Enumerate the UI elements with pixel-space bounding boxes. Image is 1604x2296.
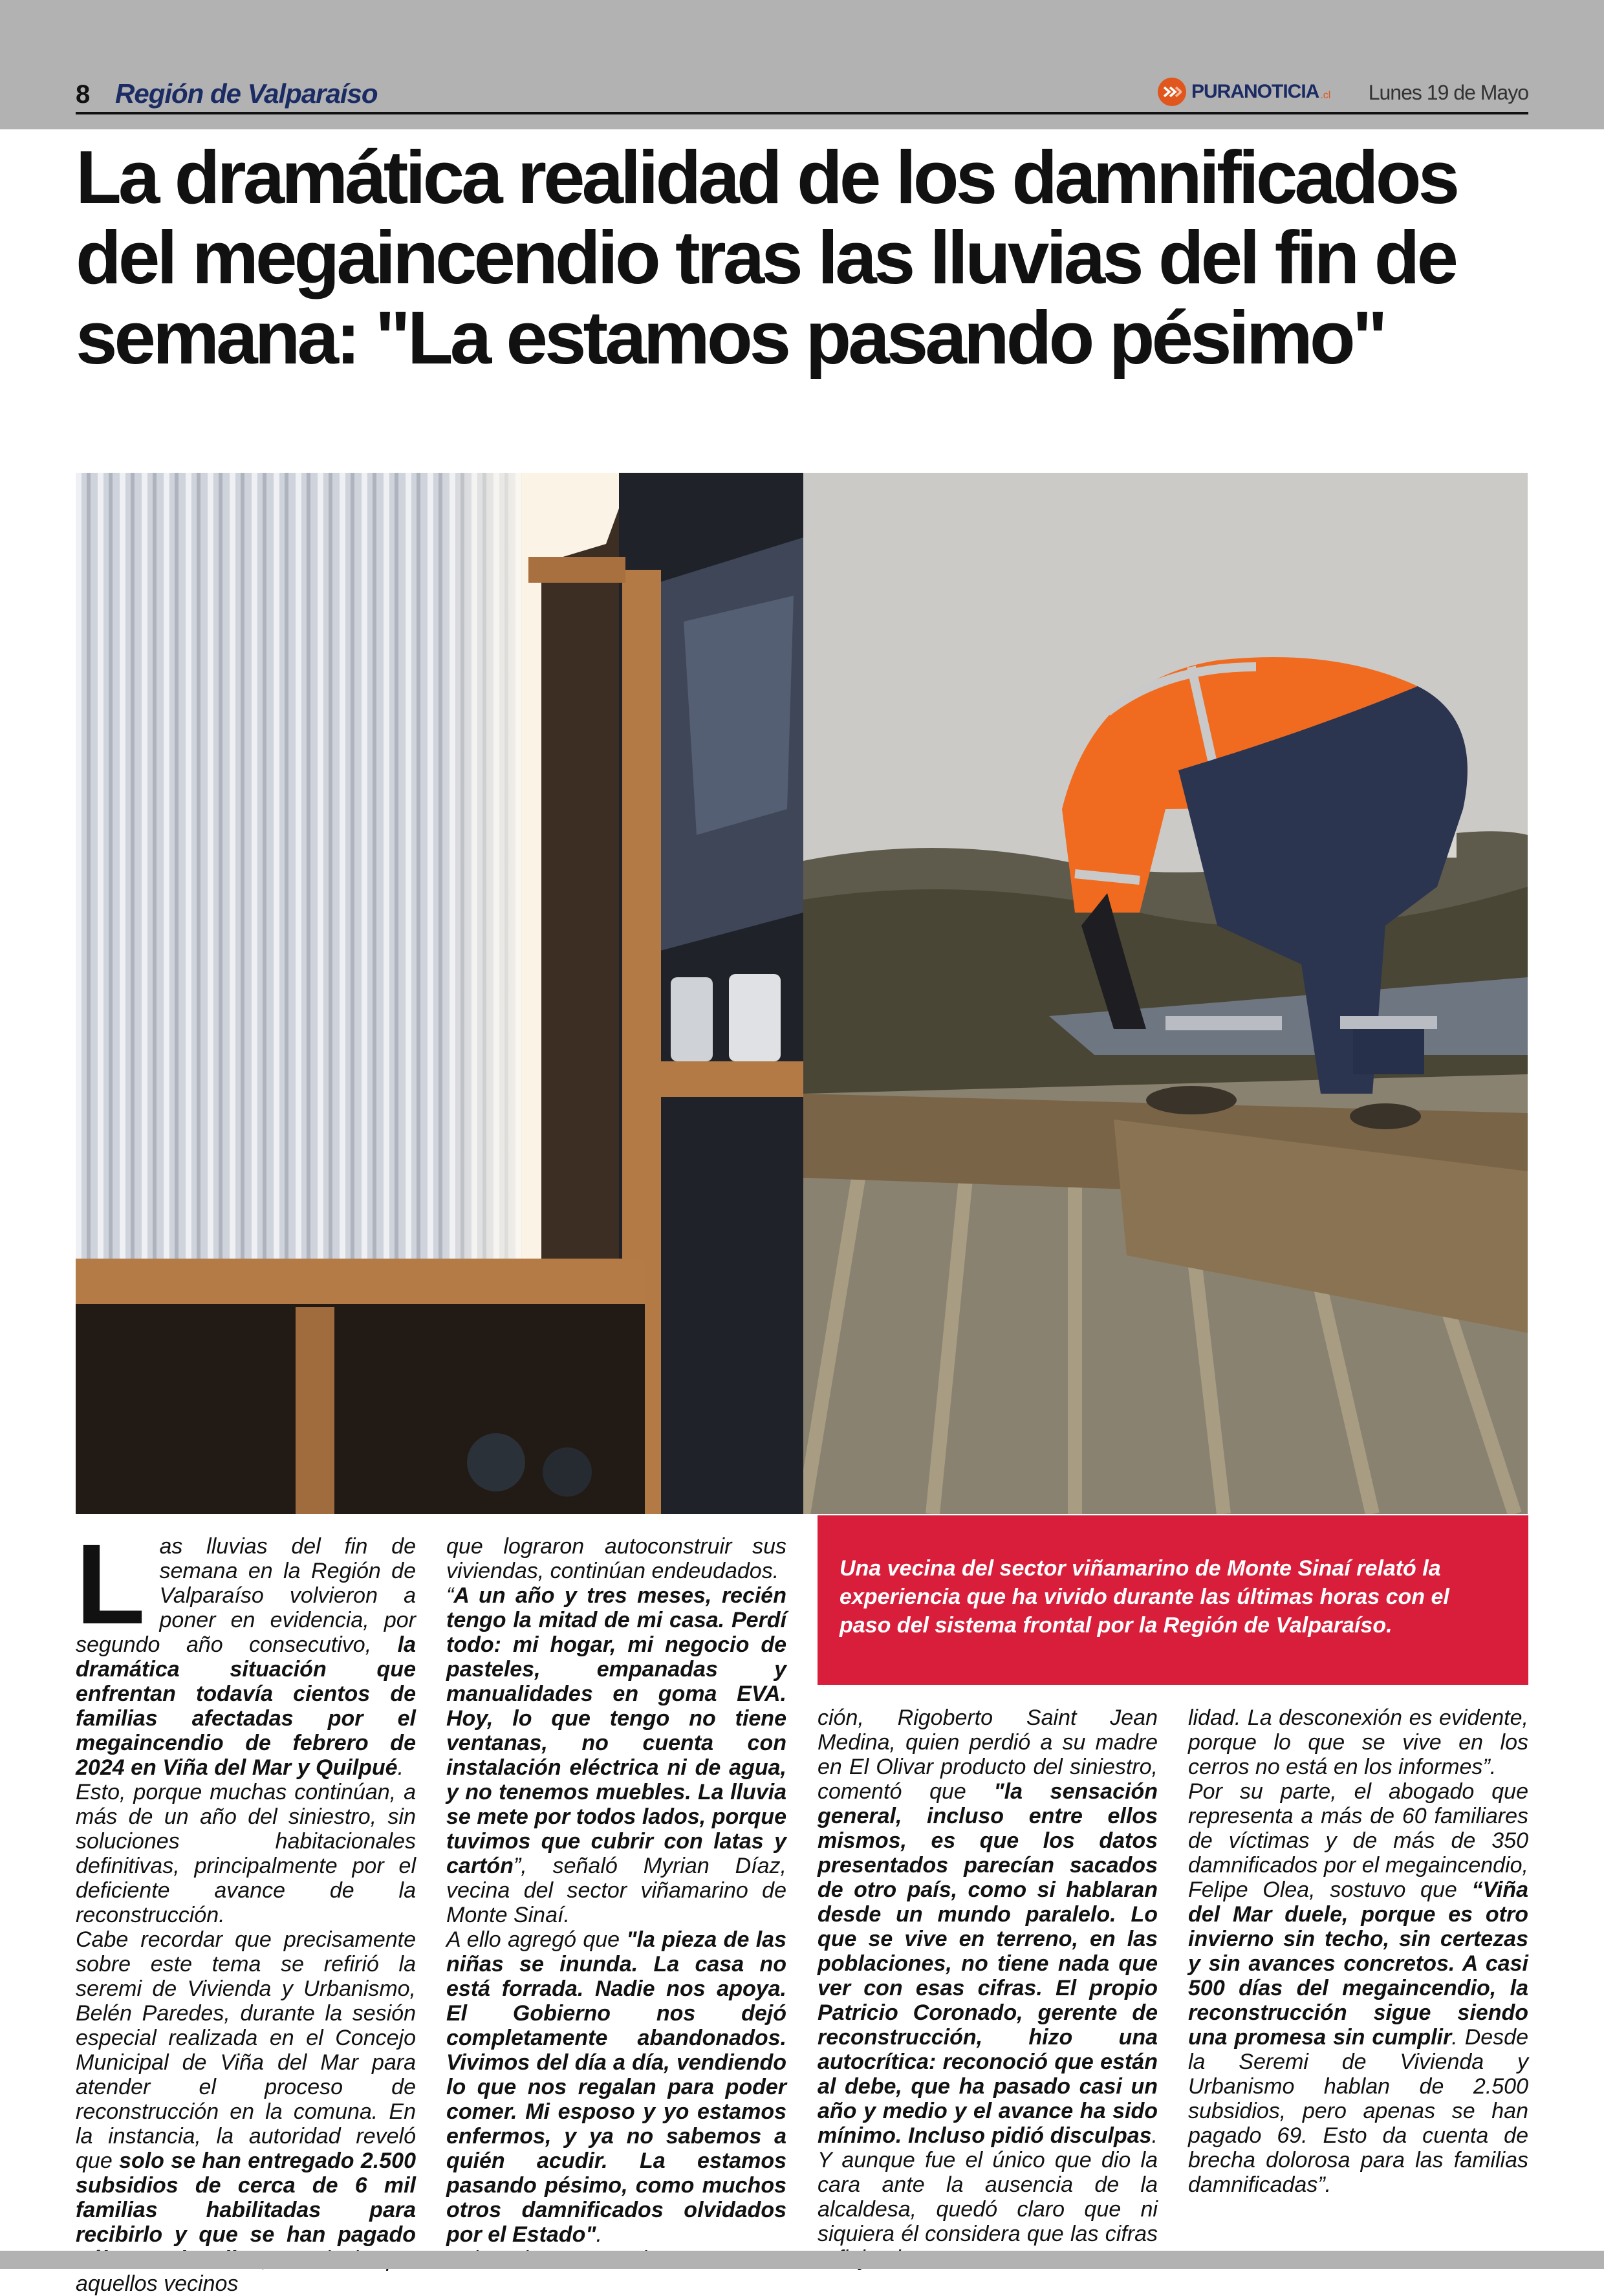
issue-date: Lunes 19 de Mayo xyxy=(1368,81,1528,104)
article-column-1 xyxy=(76,1521,416,2296)
section-title: Región de Valparaíso xyxy=(115,78,378,109)
brand xyxy=(1158,74,1330,110)
paragraph: que lograron autoconstruir sus viviendas, continúan endeudados. xyxy=(446,1534,786,1583)
quote-paragraph: Por su parte, el abogado que representa a más de 60 familiares de víctimas y de más de 350 damnificados por el megaincendio, Felipe Olea, sostuvo que “Viña del Mar duele, porque es otro invierno sin techo, sin certezas y sin avances concretos. A casi 500 días del megaincendio, la reconstrucción sigue siendo una promesa sin cumplir. Desde la Seremi de Vivienda y Urbanismo hablan de 2.500 subsidios, pero apenas se han pagado 69. Esto da cuenta de brecha dolorosa para las familias damnificadas”. xyxy=(1188,1779,1528,2197)
drop-cap: L xyxy=(76,1521,146,1648)
quote-paragraph: “A un año y tres meses, recién tengo la mitad de mi casa. Perdí todo: mi hogar, mi negocio de pasteles, empanadas y manualidades en goma EVA. Hoy, lo que tengo no tiene ventanas, no cuenta con instalación eléctrica ni de agua, y no tenemos muebles. La lluvia se mete por todos lados, porque tuvimos que cubrir con latas y cartón”, señaló Myrian Díaz, vecina del sector viñamarino de Monte Sinaí. xyxy=(446,1583,786,1927)
photo-worker-roof xyxy=(803,473,1528,1514)
article-headline: La dramática realidad de los damnificados del megaincendio tras las lluvias del fin de semana: "La estamos pasando pésimo" xyxy=(76,135,1457,380)
quote-paragraph: ción, Rigoberto Saint Jean Medina, quien perdió a su madre en El Olivar producto del siniestro, comentó que "la sensación general, incluso entre ellos mismos, es que los datos presentados parecían sacados de otro país, como si hablaran desde un mundo paralelo. Lo que se vive en terreno, en las poblaciones, no tiene nada que ver con esas cifras. El propio Patricio Coronado, gerente de reconstrucción, hizo una autocrítica: reconoció que están al debe, que ha pasado casi un año y medio y el avance ha sido mínimo. Incluso pidió disculpas. Y aunque fue el único que dio la cara ante la ausencia de la alcaldesa, quedó claro que ni siquiera él considera que las cifras xyxy=(818,1706,1158,2246)
photo-caption xyxy=(818,1515,1528,1685)
article-column-4 xyxy=(1188,1706,1528,2197)
quote-paragraph: A ello agregó que "la pieza de las niñas se inunda. La casa no está forrada. Nadie nos apoya. El Gobierno nos dejó completamente abandonados. Vivimos del día a día, vendiendo lo que nos regalan para poder comer. Mi esposo y yo estamos enfermos, y ya no sabemos a quién acudir. La estamos pasando pésimo, como muchos otros damnificados olvidados por el Estado". xyxy=(446,1927,786,2247)
brand-name: PURANOTICIA xyxy=(1191,81,1319,102)
article-column-3 xyxy=(818,1706,1158,2271)
photo-interior-shelter xyxy=(76,473,803,1514)
caption-text: Una vecina del sector viñamarino de Monte Sinaí relató la experiencia que ha vivido durante las últimas horas con el paso del sistema frontal por la Región de Valparaíso. xyxy=(840,1556,1449,1638)
paragraph: lidad. La desconexión es evidente, porque lo que se vive en los cerros no está en los informes”. xyxy=(1188,1706,1528,1779)
footer-band xyxy=(0,2251,1604,2269)
paragraph: Cabe recordar que precisamente sobre este tema se refirió la seremi de Vivienda y Urbanismo, Belén Paredes, durante la sesión especial realizada en el Concejo Municipal de Viña del Mar para atender el proceso de reconstrucción en la comuna. En la instancia, la autoridad reveló que solo se han entregado 2.500 subsidios de cerca de 6 mil familias habilitadas para recibirlo y que se han pagado aquellos vecinos xyxy=(76,1927,416,2296)
page-number: 8 xyxy=(76,80,91,109)
brand-suffix: .cl xyxy=(1320,90,1331,101)
double-chevron-logo-icon xyxy=(1158,78,1186,106)
paragraph: as lluvias del fin de semana en la Región de Valparaíso volvieron a poner en evidencia, por segundo año consecutivo, la dramática situación que enfrentan todavía cientos de familias afectadas por el megaincendio de febrero de 2024 en Viña del Mar y Quilpué. xyxy=(76,1534,416,1780)
article-column-2 xyxy=(446,1534,786,2271)
paragraph: Esto, porque muchas continúan, a más de un año del siniestro, sin soluciones habitacionales definitivas, principalmente por el deficiente avance de la reconstrucción. xyxy=(76,1780,416,1927)
